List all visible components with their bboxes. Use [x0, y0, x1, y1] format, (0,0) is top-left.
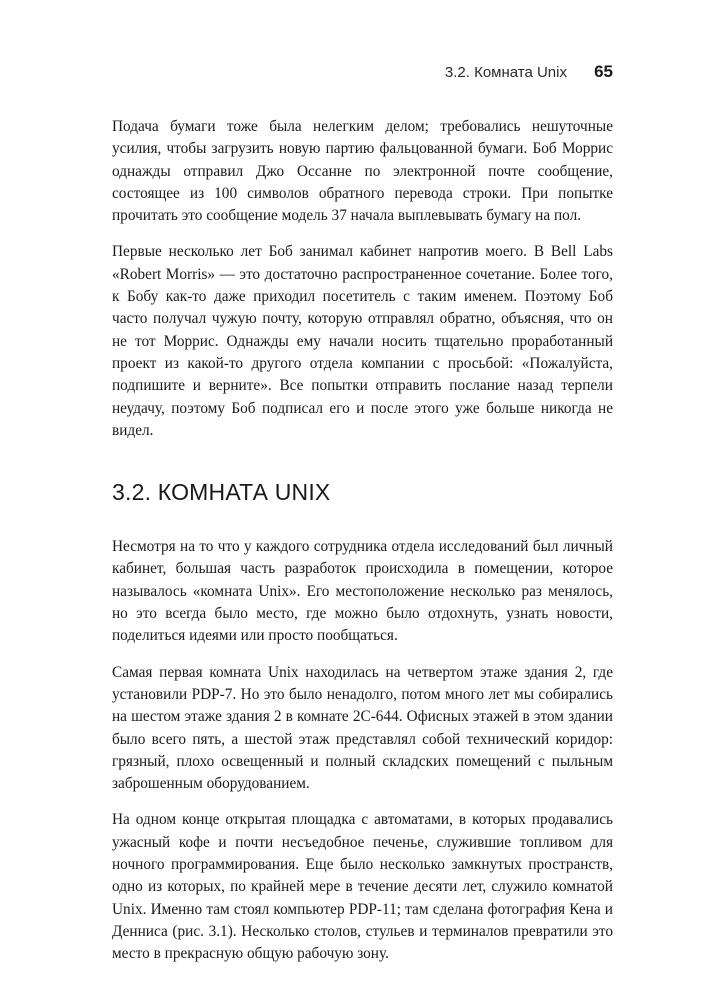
running-head: [0, 62, 707, 86]
paragraph: На одном конце открытая площадка с автоматами, в которых продавались ужасный кофе и почти несъедобное печенье, служившие топливом для ночного программирования. Еще было несколько замкнутых пространств, одно из которых, по крайней мере в течение десяти лет, служило комнатой Unix. Именно там стоял компьютер PDP-11; там сделана фотография Кена и Денниса (рис. 3.1). Несколько столов, стульев и терминалов превратили это место в прекрасную общую рабочую зону.: [112, 811, 613, 963]
running-title: 3.2. Комната Unix: [444, 64, 567, 81]
paragraph: Подача бумаги тоже была нелегким делом; требовались нешуточные усилия, чтобы загрузить новую партию фальцованной бумаги. Боб Моррис однажды отправил Джо Оссанне по электронной почте сообщение, состоящее из 100 символов обратного перевода строки. При попытке прочитать это сообщение модель 37 начала выплевывать бумагу на пол.: [112, 118, 613, 225]
section-heading: 3.2. КОМНАТА UNIX: [112, 479, 331, 506]
paragraph: Несмотря на то что у каждого сотрудника отдела исследований был личный кабинет, большая часть разработок происходила в помещении, которое называлось «комната Unix». Его местоположение несколько раз менялось, но это всегда было место, где можно было отдохнуть, узнать новости, поделиться идеями или просто пообщаться.: [112, 538, 613, 645]
page-number: 65: [594, 62, 613, 81]
body-text: [112, 116, 613, 980]
paragraph: Самая первая комната Unix находилась на четвертом этаже здания 2, где установили PDP-7. Но это было ненадолго, потом много лет мы собирались на шестом этаже здания 2 в комнате 2C-644. Офисных этажей в этом здании было всего пять, а шестой этаж представлял собой технический коридор: грязный, плохо освещенный и полный складских помещений с пыльным заброшенным оборудованием.: [112, 663, 613, 793]
paragraph: Первые несколько лет Боб занимал кабинет напротив моего. В Bell Labs «Robert Morris» — это достаточно распространенное сочетание. Более того, к Бобу как-то даже приходил посетитель с таким именем. Поэтому Боб часто получал чужую почту, которую отправлял обратно, объясняя, что он не тот Моррис. Однажды ему начали носить тщательно проработанный проект из какой-то другого отдела компании с просьбой: «Пожалуйста, подпишите и верните». Все попытки отправить послание назад терпели неудачу, поэтому Боб подписал его и после этого уже больше никогда не видел.: [112, 243, 613, 439]
